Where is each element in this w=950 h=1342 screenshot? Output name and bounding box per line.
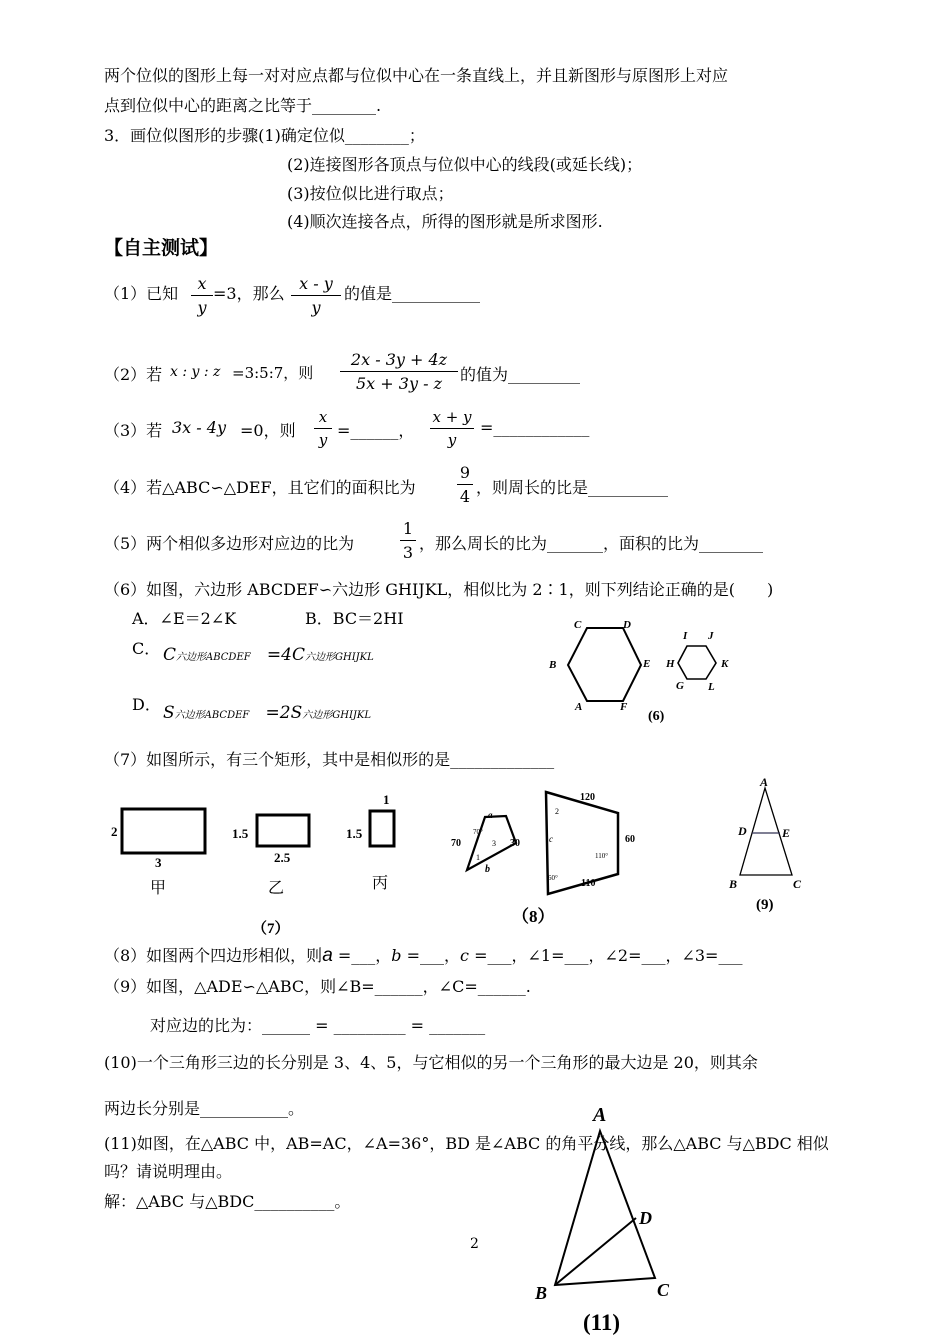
q3-equation: 3x - 4y [172,418,226,437]
rect-yi-width: 2.5 [274,850,291,865]
q8-a-blank: =___， [332,946,392,965]
point-D-9: D [738,824,747,838]
point-A-11: A [593,1104,607,1126]
q6-d-sub-left: 六边形ABCDEF [174,710,250,721]
large-side-110: 110 [581,878,596,889]
point-E-9: E [782,826,791,840]
figure-11-label: (11) [583,1310,621,1335]
quadrilaterals-figure [445,785,655,930]
q1-mid: =3，那么 [213,284,285,303]
label-H: H [666,658,675,670]
q6-option-d: D． [132,695,161,714]
rect-yi [257,815,309,846]
hexagon-figure [540,615,740,725]
q3-f1-den: y [318,431,328,449]
rect-jia-name: 甲 [150,880,167,897]
q2-pre: （2）若 [104,365,163,384]
point-C-9: C [793,877,802,891]
q6-d-sub-right: 六边形GHIJKL [302,710,372,721]
q6-text: （6）如图，六边形 ABCDEF∽六边形 GHIJKL，相似比为 2∶1，则下列结论正确的是( ) [104,580,774,599]
q2-fraction [340,350,458,393]
q8-c-blank: =___， [468,946,528,965]
label-D: D [623,619,631,631]
label-E: E [643,658,651,670]
q6-option-c: C． [132,639,161,658]
q6-option-b: B．BC＝2HI [305,609,404,628]
rect-bing-name: 丙 [372,875,389,892]
label-K: K [721,658,729,670]
large-angle-2: 2 [555,807,559,816]
q5-post: ，那么周长的比为_______，面积的比为________ [419,534,764,553]
small-side-70: 70 [451,838,461,849]
q6-c-sub-right: 六边形GHIJKL [304,652,374,663]
figure-9-label: (9) [756,897,774,913]
q1-fraction-2 [291,274,341,317]
q6-c-letter: C [163,645,177,665]
large-side-120: 120 [580,792,595,803]
figure-8-label: （8） [512,907,555,926]
q5-fraction [400,519,416,562]
q3-f2-den: y [447,431,457,449]
label-I: I [683,630,688,642]
small-angle-1: 1 [476,853,480,862]
q2-post: 的值为_________ [460,365,581,384]
point-B-9: B [729,877,738,891]
large-side-c: c [549,834,553,844]
hexagon-abcdef [568,628,641,701]
rectangles-figure [100,790,420,940]
q6-option-a: A．∠E＝2∠K [132,609,237,628]
small-angle-70: 70° [473,828,483,836]
rect-yi-name: 乙 [268,880,285,897]
page-number: 2 [470,1236,479,1252]
q5-f-den: 3 [402,543,414,562]
q2-f-num: 2x - 3y + 4z [350,350,448,369]
label-F: F [620,701,628,713]
triangle-ade-figure [725,770,815,915]
large-angle-110: 110° [595,852,609,860]
q1-f1-den: y [197,298,207,317]
label-C: C [574,619,582,631]
q8-var-c: c [460,946,469,965]
q3-blank-2: =____________ [480,418,590,437]
q9-line-1: （9）如图，△ADE∽△ABC，则∠B=______，∠C=______. [104,977,531,996]
figure-6-label: (6) [648,709,665,724]
q1-post: 的值是___________ [344,284,481,303]
q7-text: （7）如图所示，有三个矩形，其中是相似形的是_____________ [104,750,555,769]
small-side-30: 30 [510,838,520,849]
point-B-11: B [535,1283,548,1303]
rect-jia-width: 3 [155,855,162,870]
q3-blank-1: =______， [337,421,415,440]
rect-jia-height: 2 [111,824,118,839]
label-J: J [708,630,714,642]
q4-pre: （4）若△ABC∽△DEF，且它们的面积比为 [104,478,416,497]
rect-bing [370,811,394,846]
q10-line-1: (10)一个三角形三边的长分别是 3、4、5，与它相似的另一个三角形的最大边是 20，则其余 [104,1053,758,1072]
q3-fraction-1 [314,408,332,449]
q4-fraction [457,463,473,506]
step-3: (3)按位似比进行取点； [287,184,454,203]
q2-f-den: 5x + 3y - z [355,374,442,393]
label-B: B [549,659,557,671]
intro-line-1: 两个位似的图形上每一对对应点都与位似中心在一条直线上，并且新图形与原图形上对应 [104,66,729,85]
q2-ratio: x : y : z [170,364,221,380]
q8-var-a: a [322,945,333,966]
q1-f2-den: y [311,298,321,317]
q3-f1-num: x [318,408,328,426]
rect-bing-height: 1.5 [346,826,363,841]
q6-option-d-expr [163,703,371,723]
small-side-b: b [485,864,490,875]
q3-equation-value: =0，则 [240,421,296,440]
rect-jia [122,809,205,853]
q6-option-c-expr [163,645,374,665]
q9-line-2: 对应边的比为：______ = _________ = _______ [150,1016,486,1035]
q8-b-blank: =___， [401,946,461,965]
q4-post: ，则周长的比是__________ [476,478,669,497]
q6-c-sub-left: 六边形ABCDEF [176,652,251,663]
q5-pre: （5）两个相似多边形对应边的比为 [104,534,355,553]
triangle-abc-figure [525,1098,685,1338]
step-heading: 3．画位似图形的步骤(1)确定位似________； [104,126,425,145]
point-D-11: D [639,1208,652,1228]
q2-ratio-value: =3:5:7，则 [232,364,314,382]
label-G: G [676,680,684,692]
q11-line-1: (11)如图，在△ABC 中，AB=AC，∠A=36°，BD 是∠ABC 的角平分线，那么△ABC 与△BDC 相似 [104,1134,829,1153]
small-angle-3: 3 [492,839,496,848]
q5-f-num: 1 [402,519,414,538]
large-side-60: 60 [625,834,635,845]
q6-c-mid: =4C [266,645,305,665]
q1-fraction-1 [191,274,213,317]
small-side-a: a [488,810,493,820]
q1-f2-num: x - y [299,274,333,293]
q4-f-den: 4 [459,487,471,506]
bisector-bd [555,1218,636,1285]
q4-f-num: 9 [459,463,471,482]
q11-line-2: 吗？请说明理由。 [104,1162,233,1181]
section-title: 【自主测试】 [104,238,219,259]
point-A-9: A [760,775,769,789]
q6-d-mid: =2S [265,703,303,723]
q8-pre: （8）如图两个四边形相似，则 [104,946,323,965]
hexagon-ghijkl [678,646,716,679]
figure-7-label: （7） [252,921,290,937]
rect-bing-width: 1 [383,792,390,807]
step-4: (4)顺次连接各点，所得的图形就是所求图形. [287,212,603,231]
intro-line-2: 点到位似中心的距离之比等于________. [104,96,382,115]
large-angle-60: 60° [548,874,558,882]
point-C-11: C [657,1280,670,1300]
q6-d-letter: S [163,703,175,723]
label-A: A [575,701,583,713]
rect-yi-height: 1.5 [232,826,249,841]
q11-answer: 解：△ABC 与△BDC__________。 [104,1192,351,1211]
q10-line-2: 两边长分别是___________。 [104,1099,305,1118]
q1-pre: （1）已知 [104,284,179,303]
q1-f1-num: x [197,274,207,293]
q3-f2-num: x + y [432,408,472,426]
q8-var-b: b [391,946,402,965]
q3-fraction-2 [430,408,474,449]
q8-angles: ∠1=___，∠2=___，∠3=___ [527,946,743,965]
label-L: L [708,681,715,693]
q3-pre: （3）若 [104,421,163,440]
step-2: (2)连接图形各顶点与位似中心的线段(或延长线)； [287,155,643,174]
q8-line [104,943,742,967]
